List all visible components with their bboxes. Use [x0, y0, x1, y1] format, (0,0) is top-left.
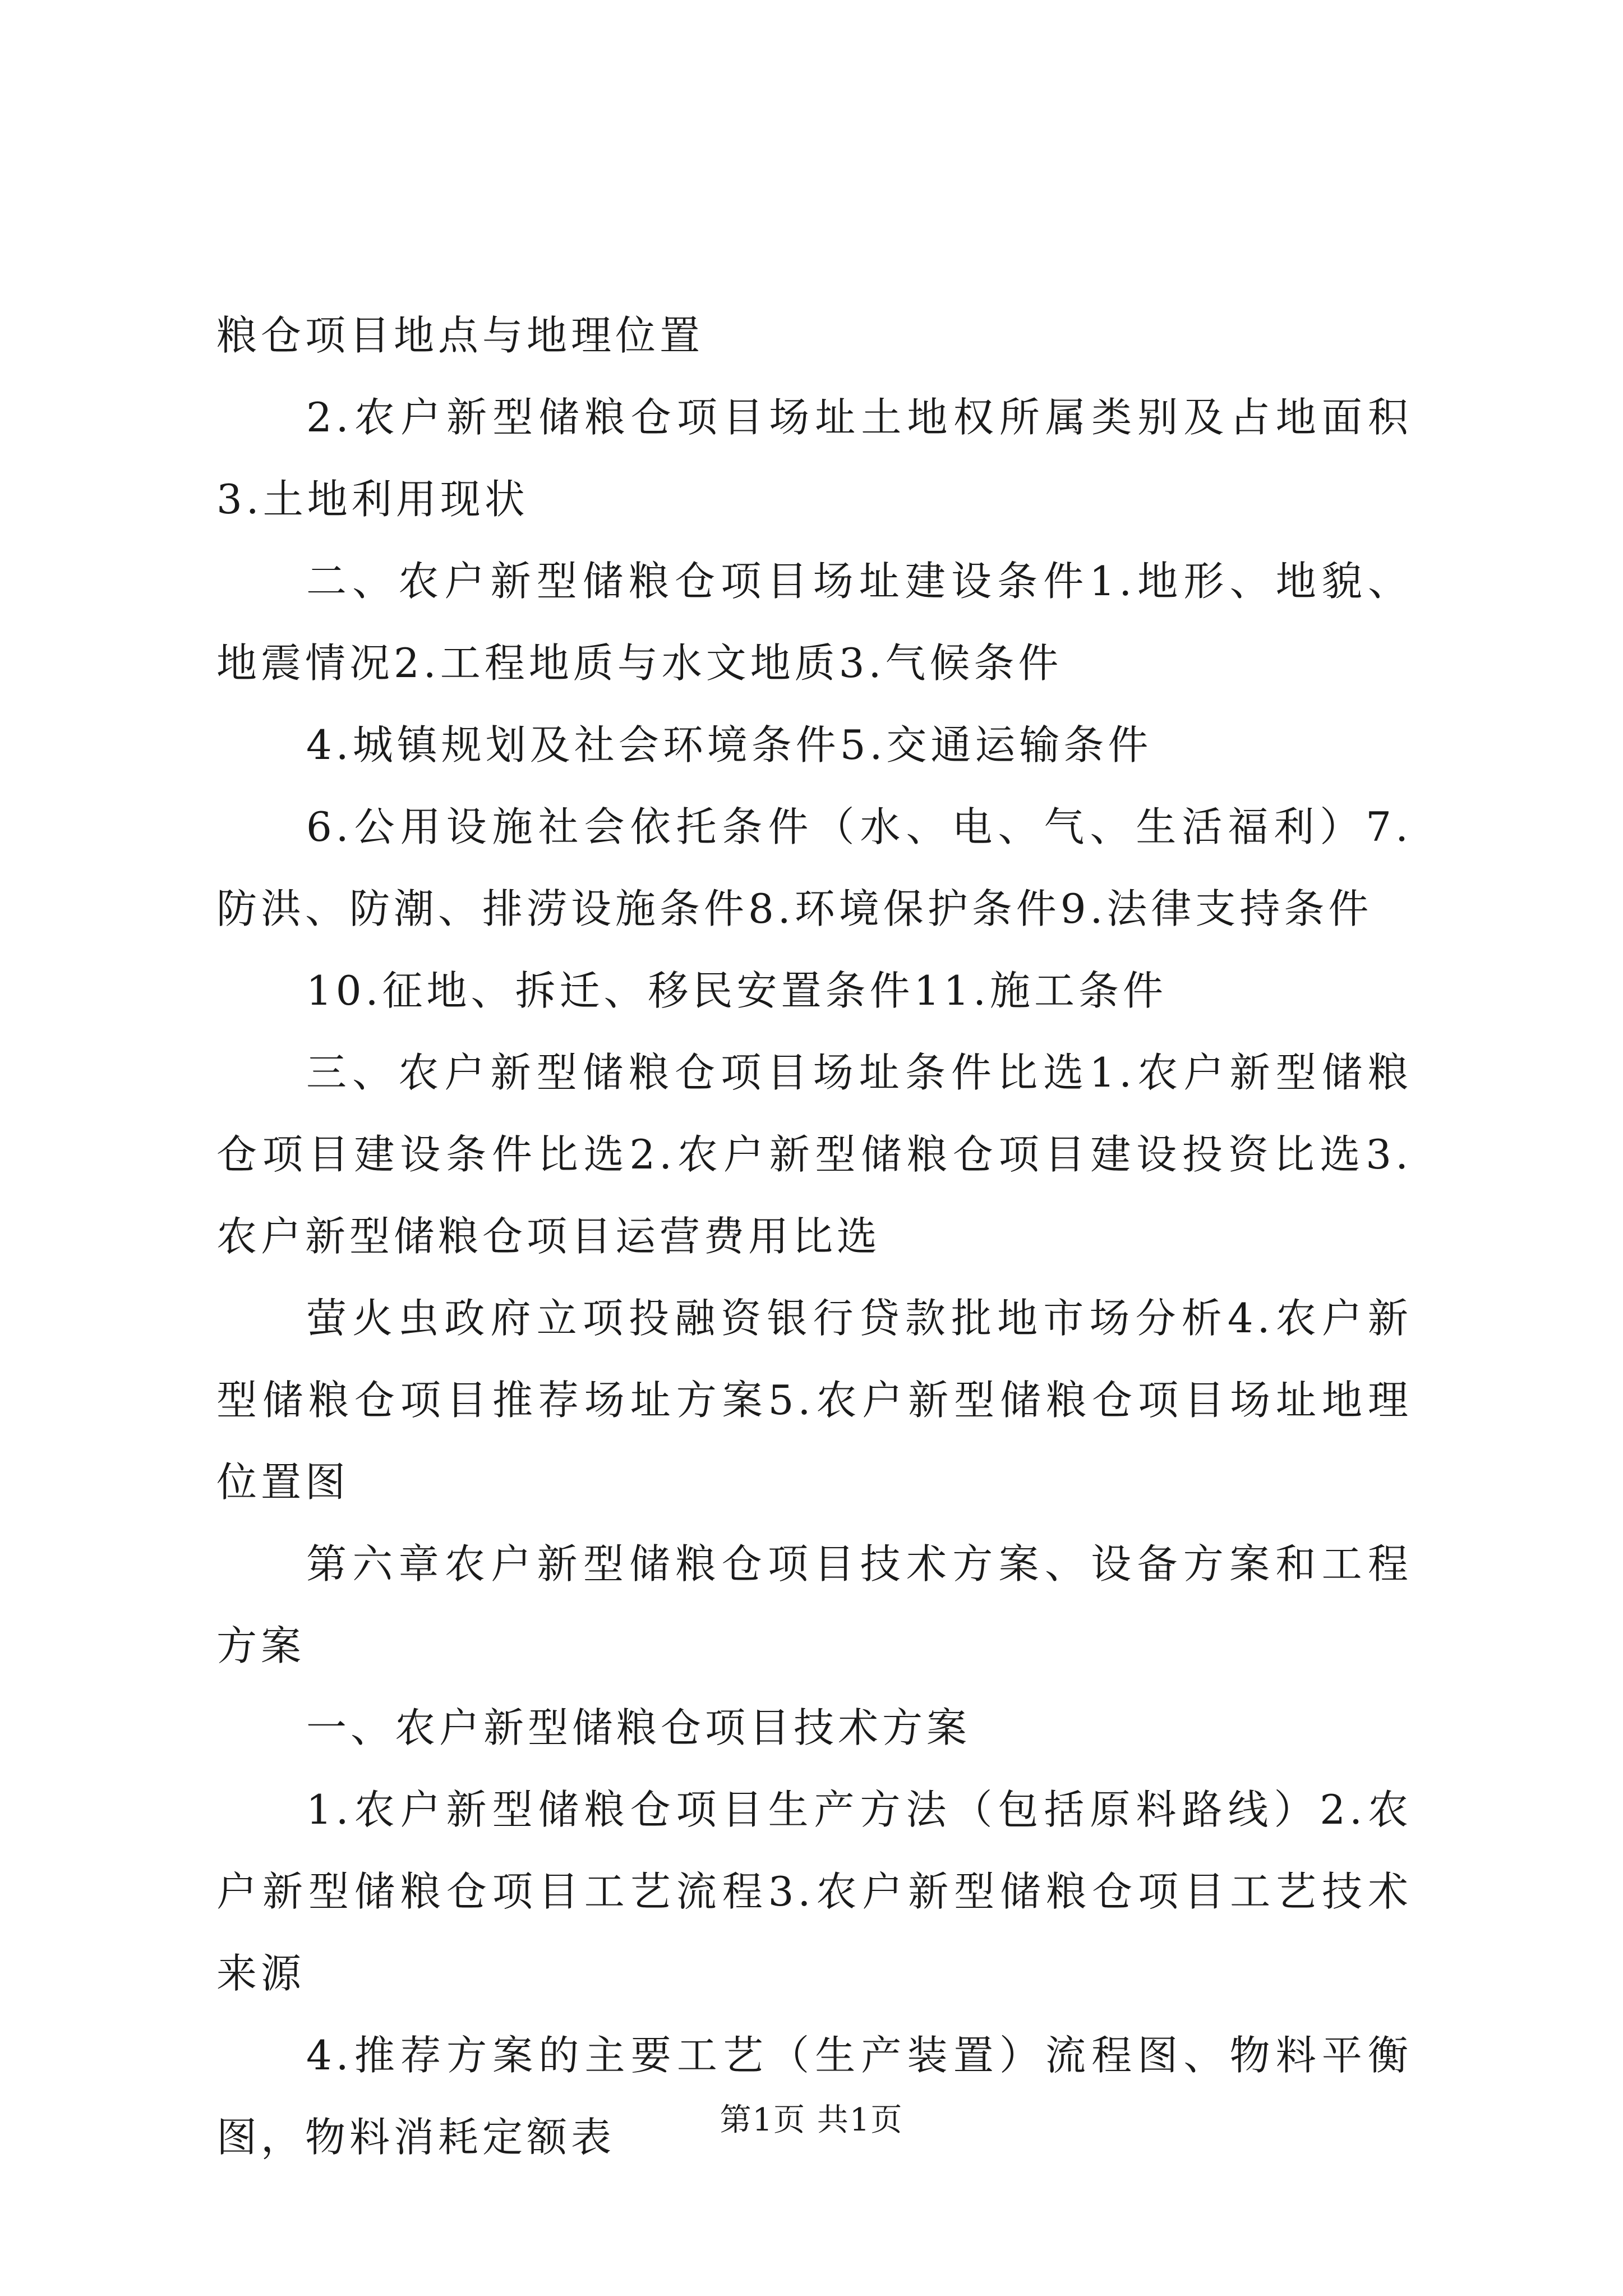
paragraph-1: 粮仓项目地点与地理位置	[216, 312, 704, 359]
paragraph-12: 4.推荐方案的主要工艺（生产装置）流程图、物料平衡图，物料消耗定额表	[216, 2032, 1412, 2161]
paragraph-7: 三、农户新型储粮仓项目场址条件比选1.农户新型储粮仓项目建设条件比选2.农户新型储粮仓项目建设投资比选3.农户新型储粮仓项目运营费用比选	[216, 1049, 1412, 1260]
paragraph-8: 萤火虫政府立项投融资银行贷款批地市场分析4.农户新型储粮仓项目推荐场址方案5.农户新型储粮仓项目场址地理位置图	[216, 1295, 1412, 1506]
document-body	[216, 295, 1412, 2178]
chapter-heading: 第六章农户新型储粮仓项目技术方案、设备方案和工程方案	[216, 1540, 1412, 1669]
section-heading: 一、农户新型储粮仓项目技术方案	[306, 1704, 971, 1751]
paragraph-5: 6.公用设施社会依托条件（水、电、气、生活福利）7.防洪、防潮、排涝设施条件8.环境保护条件9.法律支持条件	[216, 803, 1412, 932]
page-footer: 第1页 共1页	[720, 2102, 903, 2138]
paragraph-4: 4.城镇规划及社会环境条件5.交通运输条件	[306, 721, 1152, 769]
paragraph-11: 1.农户新型储粮仓项目生产方法（包括原料路线）2.农户新型储粮仓项目工艺流程3.农户新型储粮仓项目工艺技术来源	[216, 1786, 1412, 1997]
paragraph-6: 10.征地、拆迁、移民安置条件11.施工条件	[306, 967, 1168, 1014]
paragraph-3: 二、农户新型储粮仓项目场址建设条件1.地形、地貌、地震情况2.工程地质与水文地质3.气候条件	[216, 558, 1412, 687]
paragraph-2: 2.农户新型储粮仓项目场址土地权所属类别及占地面积3.土地利用现状	[216, 394, 1412, 523]
